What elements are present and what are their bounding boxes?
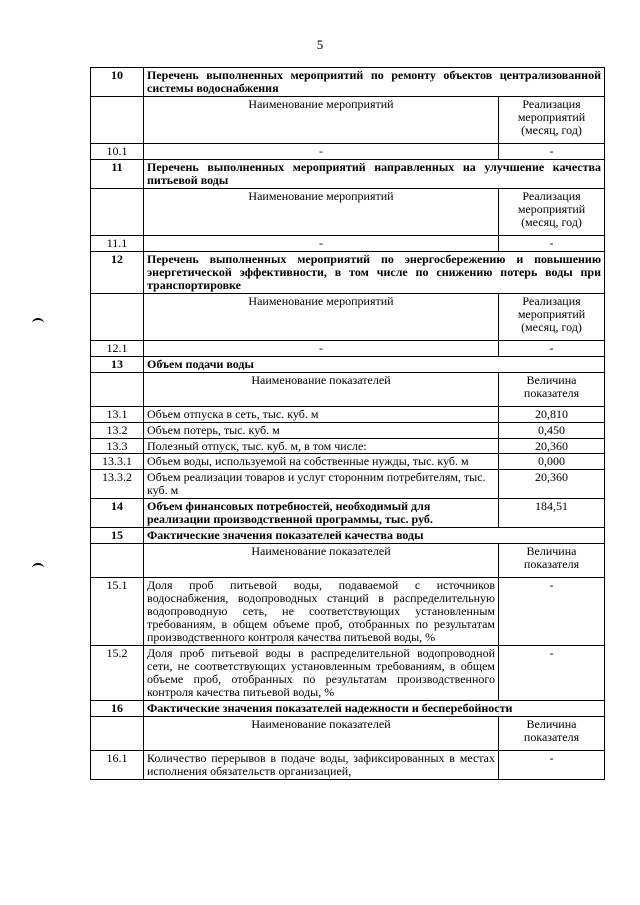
- row-value: 20,360: [499, 470, 605, 499]
- row-value: 20,810: [499, 406, 605, 422]
- section-number: 11: [91, 159, 144, 188]
- section-header-row: [91, 356, 605, 372]
- column-header-value: Реализация мероприятий (месяц, год): [499, 96, 605, 143]
- row-number: 13.3.2: [91, 470, 144, 499]
- row-number: 13.1: [91, 406, 144, 422]
- row-name: Объем воды, используемой на собственные нужды, тыс. куб. м: [144, 454, 499, 470]
- section-header-row: [91, 499, 605, 528]
- table-row: [91, 645, 605, 700]
- empty-cell: [91, 293, 144, 340]
- column-header-name: Наименование показателей: [144, 372, 499, 406]
- row-number: 12.1: [91, 340, 144, 356]
- column-header-name: Наименование мероприятий: [144, 96, 499, 143]
- table-row: [91, 406, 605, 422]
- row-name: -: [144, 340, 499, 356]
- empty-cell: [91, 372, 144, 406]
- column-header-row: [91, 188, 605, 235]
- row-number: 15.2: [91, 645, 144, 700]
- section-title: Объем финансовых потребностей, необходимый для реализации производственной программы, тыс. руб.: [144, 499, 499, 528]
- table-row: [91, 454, 605, 470]
- table-row: [91, 438, 605, 454]
- row-number: 15.1: [91, 578, 144, 646]
- section-header-row: [91, 528, 605, 544]
- row-value: -: [499, 340, 605, 356]
- report-table: [90, 67, 605, 780]
- row-number: 16.1: [91, 750, 144, 779]
- section-title: Фактические значения показателей надежности и бесперебойности: [144, 700, 605, 716]
- section-title: Объем подачи воды: [144, 356, 605, 372]
- column-header-value: Величина показателя: [499, 716, 605, 750]
- row-name: Объем реализации товаров и услуг сторонним потребителям, тыс. куб. м: [144, 470, 499, 499]
- table-row: [91, 470, 605, 499]
- table-row: [91, 340, 605, 356]
- column-header-row: [91, 293, 605, 340]
- row-name: Объем потерь, тыс. куб. м: [144, 422, 499, 438]
- row-name: Объем отпуска в сеть, тыс. куб. м: [144, 406, 499, 422]
- row-value: 20,360: [499, 438, 605, 454]
- column-header-value: Величина показателя: [499, 544, 605, 578]
- empty-cell: [91, 96, 144, 143]
- table-row: [91, 422, 605, 438]
- row-value: -: [499, 143, 605, 159]
- table-row: [91, 235, 605, 251]
- section-header-row: [91, 68, 605, 97]
- empty-cell: [91, 716, 144, 750]
- section-number: 10: [91, 68, 144, 97]
- empty-cell: [91, 544, 144, 578]
- column-header-name: Наименование мероприятий: [144, 188, 499, 235]
- section-header-row: [91, 251, 605, 293]
- table-row: [91, 750, 605, 779]
- column-header-name: Наименование показателей: [144, 544, 499, 578]
- row-value: 184,51: [499, 499, 605, 528]
- column-header-name: Наименование показателей: [144, 716, 499, 750]
- column-header-row: [91, 544, 605, 578]
- row-number: 13.3: [91, 438, 144, 454]
- row-value: 0,450: [499, 422, 605, 438]
- row-number: 13.3.1: [91, 454, 144, 470]
- section-header-row: [91, 700, 605, 716]
- section-number: 16: [91, 700, 144, 716]
- table-row: [91, 578, 605, 646]
- section-number: 15: [91, 528, 144, 544]
- column-header-row: [91, 96, 605, 143]
- row-number: 11.1: [91, 235, 144, 251]
- margin-mark: [32, 563, 44, 573]
- section-number: 14: [91, 499, 144, 528]
- table-row: [91, 143, 605, 159]
- page-number: 5: [316, 37, 324, 52]
- column-header-row: [91, 716, 605, 750]
- section-header-row: [91, 159, 605, 188]
- row-number: 13.2: [91, 422, 144, 438]
- column-header-name: Наименование мероприятий: [144, 293, 499, 340]
- section-number: 12: [91, 251, 144, 293]
- row-value: -: [499, 645, 605, 700]
- margin-mark: [32, 318, 44, 328]
- row-name: -: [144, 235, 499, 251]
- column-header-value: Реализация мероприятий (месяц, год): [499, 293, 605, 340]
- row-value: -: [499, 578, 605, 646]
- column-header-value: Реализация мероприятий (месяц, год): [499, 188, 605, 235]
- section-number: 13: [91, 356, 144, 372]
- row-name: Доля проб питьевой воды в распределительной водопроводной сети, не соответствующих установленным требованиям, в общем объеме проб, отобранных по результатам производственного контроля качества питьевой воды, %: [144, 645, 499, 700]
- column-header-value: Величина показателя: [499, 372, 605, 406]
- row-value: -: [499, 235, 605, 251]
- row-name: -: [144, 143, 499, 159]
- section-title: Перечень выполненных мероприятий по энергосбережению и повышению энергетической эффективности, в том числе по снижению потерь воды при транспортировке: [144, 251, 605, 293]
- row-name: Полезный отпуск, тыс. куб. м, в том числе:: [144, 438, 499, 454]
- row-name: Количество перерывов в подаче воды, зафиксированных в местах исполнения обязательств организацией,: [144, 750, 499, 779]
- row-value: -: [499, 750, 605, 779]
- section-title: Фактические значения показателей качества воды: [144, 528, 605, 544]
- section-title: Перечень выполненных мероприятий по ремонту объектов централизованной системы водоснабжения: [144, 68, 605, 97]
- row-number: 10.1: [91, 143, 144, 159]
- row-value: 0,000: [499, 454, 605, 470]
- column-header-row: [91, 372, 605, 406]
- empty-cell: [91, 188, 144, 235]
- section-title: Перечень выполненных мероприятий направленных на улучшение качества питьевой воды: [144, 159, 605, 188]
- row-name: Доля проб питьевой воды, подаваемой с источников водоснабжения, водопроводных станций в распределительную водопроводную сеть, не соответствующих установленным требованиям, в общем объеме проб, отобранных по результатам производственного контроля качества питьевой воды, %: [144, 578, 499, 646]
